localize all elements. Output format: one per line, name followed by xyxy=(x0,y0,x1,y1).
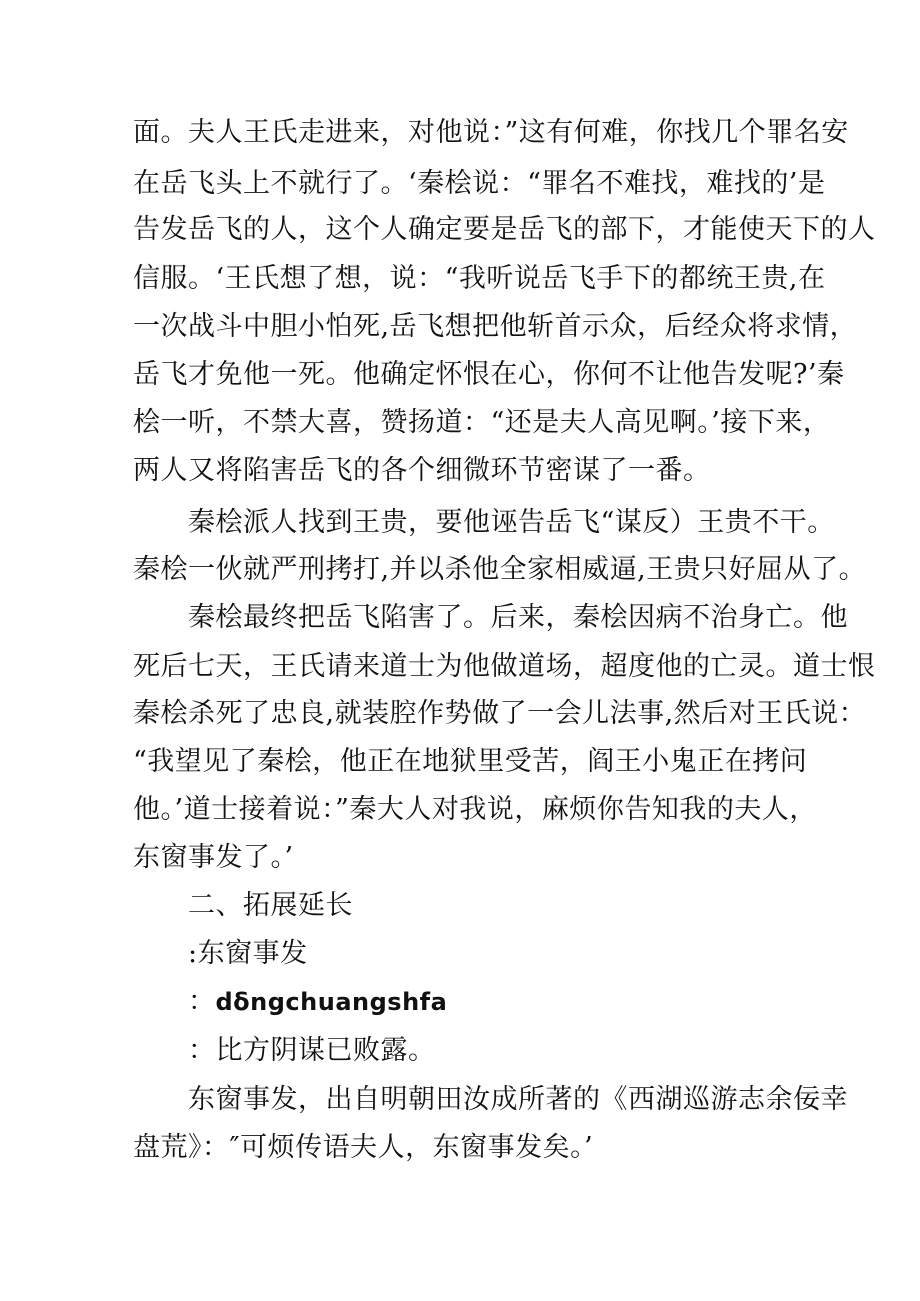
paragraph-line: 秦桧杀死了忠良,就装腔作势做了一会儿法事,然后对王氏说： xyxy=(133,698,867,729)
paragraph-line: 信服。‘王氏想了想，说：“我听说岳飞手下的都统王贵,在 xyxy=(133,263,826,294)
paragraph-line: 两人又将陷害岳飞的各个细微环节密谋了一番。 xyxy=(133,455,711,486)
paragraph-line: 东窗事发了。’ xyxy=(133,842,294,873)
paragraph-line: 死后七天，王氏请来道士为他做道场，超度他的亡灵。道士恨 xyxy=(133,651,876,682)
paragraph-line: 告发岳飞的人，这个人确定要是岳飞的部下，才能使天下的人 xyxy=(133,214,876,245)
idiom-label: :东窗事发 xyxy=(188,938,308,969)
paragraph-line: 在岳飞头上不就行了。‘秦桧说：“罪名不难找，难找的’是 xyxy=(133,168,826,199)
idiom-meaning: ：比方阴谋已败露。 xyxy=(188,1035,436,1066)
paragraph-line: 岳飞才免他一死。他确定怀恨在心，你何不让他告发呢?’秦 xyxy=(133,359,845,390)
paragraph-line: 东窗事发，出自明朝田汝成所著的《西湖巡游志余佞幸 xyxy=(188,1084,848,1115)
pinyin-line xyxy=(188,985,447,1019)
paragraph-line: 一次战斗中胆小怕死,岳飞想把他斩首示众，后经众将求情， xyxy=(133,311,858,342)
paragraph-line: 秦桧一伙就严刑拷打,并以杀他全家相威逼,王贵只好屈从了。 xyxy=(133,554,867,585)
paragraph-line: 他。’道士接着说：”秦大人对我说，麻烦你告知我的夫人， xyxy=(133,794,817,825)
paragraph-line: 秦桧派人找到王贵，要他诬告岳飞“谋反）王贵不干。 xyxy=(188,507,835,538)
paragraph-line: 面。夫人王氏走进来，对他说：”这有何难，你找几个罪名安 xyxy=(133,117,849,148)
pinyin-prefix: ： xyxy=(188,986,216,1017)
paragraph-line: 秦桧最终把岳飞陷害了。后来，秦桧因病不治身亡。他 xyxy=(188,602,848,633)
section-heading: 二、拓展延长 xyxy=(188,890,353,921)
paragraph-line: 盘荒》：″可烦传语夫人，东窗事发矣。’ xyxy=(133,1132,594,1163)
paragraph-line: 桧一听，不禁大喜，赞扬道：“还是夫人高见啊。’接下来， xyxy=(133,407,831,438)
paragraph-line: “我望见了秦桧，他正在地狱里受苦，阎王小鬼正在拷问 xyxy=(133,746,808,777)
pinyin-text: dδngchuangshfa xyxy=(215,988,448,1016)
